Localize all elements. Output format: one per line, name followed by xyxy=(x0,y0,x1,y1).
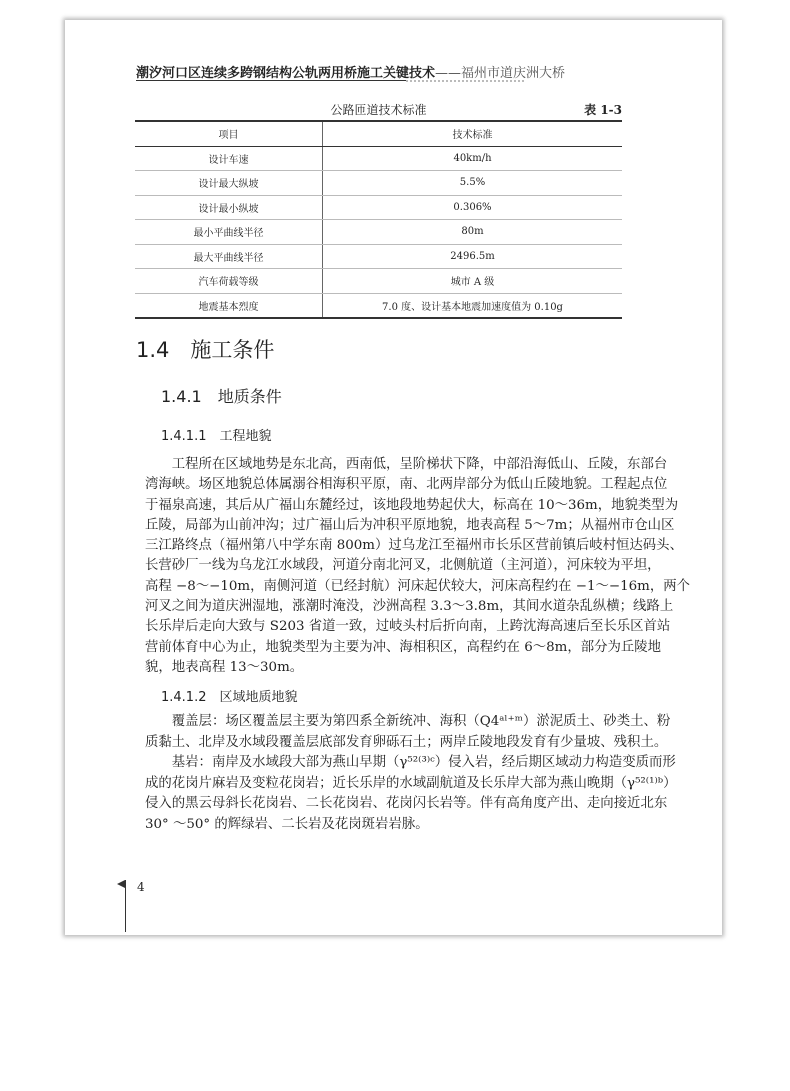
text-line: 丘陵，局部为山前冲沟；过广福山后为冲积平原地貌，地表高程 5～7m；从福州市仓山区 xyxy=(145,517,675,533)
table-row xyxy=(135,146,622,171)
section-heading: 1.4 施工条件 xyxy=(136,338,275,362)
table-cell: 80m xyxy=(323,220,623,245)
header-dotted-rule xyxy=(406,80,524,82)
subsubsection-heading: 1.4.1.1 工程地貌 xyxy=(161,429,272,444)
book-subtitle: ——福州市道庆洲大桥 xyxy=(435,66,566,81)
table-cell: 设计车速 xyxy=(135,146,323,171)
subsection-heading: 1.4.1 地质条件 xyxy=(161,387,282,406)
header-rule xyxy=(136,80,406,81)
table-number: 表 1-3 xyxy=(584,103,622,117)
text-line: 质黏土、北岸及水域段覆盖层底部发育卵砾石土；两岸丘陵地段发育有少量坡、残积土。 xyxy=(145,734,668,750)
table-cell: 0.306% xyxy=(323,195,623,220)
table-header-row xyxy=(135,121,622,146)
text-line: 长营砂厂一线为乌龙江水域段，河道分南北河叉，北侧航道（主河道），河床较为平坦， xyxy=(145,558,661,574)
column-header: 技术标准 xyxy=(323,121,623,146)
table-row xyxy=(135,171,622,196)
table-row xyxy=(135,269,622,294)
table-cell: 设计最大纵坡 xyxy=(135,171,323,196)
table-cell: 5.5% xyxy=(323,171,623,196)
text-line: 河叉之间为道庆洲湿地，涨潮时淹没，沙洲高程 3.3～3.8m，其间水道杂乱纵横；线路上 xyxy=(145,599,674,615)
page-margin-rule xyxy=(125,880,126,932)
text-line: 覆盖层：场区覆盖层主要为第四系全新统冲、海积（Q4ᵃˡ⁺ᵐ）淤泥质土、砂类土、粉 xyxy=(145,714,671,729)
paragraph-geology xyxy=(145,712,677,835)
column-header: 项目 xyxy=(135,121,323,146)
book-title: 潮汐河口区连续多跨钢结构公轨两用桥施工关键技术 xyxy=(136,66,436,81)
text-line: 30° ～50° 的辉绿岩、二长岩及花岗斑岩岩脉。 xyxy=(145,816,429,832)
text-line: 于福泉高速，其后从广福山东麓经过，该地段地势起伏大，标高在 10～36m，地貌类型为 xyxy=(145,497,679,513)
paragraph-landform xyxy=(145,455,691,678)
text-line: 成的花岗片麻岩及变粒花岗岩；近长乐岸的水域副航道及长乐岸大部为燕山晚期（γ⁵²⁽¹⁾ᵇ） xyxy=(145,775,677,791)
table-row xyxy=(135,244,622,269)
table-row xyxy=(135,220,622,245)
text-line: 工程所在区域地势是东北高，西南低，呈阶梯状下降，中部沿海低山、丘陵，东部台 xyxy=(145,457,668,472)
table-caption xyxy=(135,101,622,117)
table-title: 公路匝道技术标准 xyxy=(330,103,427,117)
table-cell: 设计最小纵坡 xyxy=(135,195,323,220)
table-row xyxy=(135,293,622,318)
table-row xyxy=(135,195,622,220)
text-line: 高程 −8～−10m，南侧河道（已经封航）河床起伏较大，河床高程约在 −1～−16m，两个 xyxy=(145,578,691,594)
spec-table xyxy=(135,120,622,319)
table-cell: 最小平曲线半径 xyxy=(135,220,323,245)
text-line: 貌，地表高程 13～30m。 xyxy=(145,659,304,675)
text-line: 三江路终点（福州第八中学东南 800m）过乌龙江至福州市长乐区营前镇后岐村恒达码头、 xyxy=(145,538,683,554)
running-header xyxy=(136,62,565,81)
table-cell: 城市 A 级 xyxy=(323,269,623,294)
table-cell: 2496.5m xyxy=(323,244,623,269)
page-marker-icon xyxy=(117,880,125,888)
text-line: 湾海峡。场区地貌总体属溺谷相海积平原，南、北两岸部分为低山丘陵地貌。工程起点位 xyxy=(145,477,668,493)
table-cell: 地震基本烈度 xyxy=(135,293,323,318)
table-cell: 40km/h xyxy=(323,146,623,171)
table-cell: 7.0 度、设计基本地震加速度值为 0.10g xyxy=(323,293,623,318)
text-line: 长乐岸后走向大致与 S203 省道一致，过岐头村后折向南，上跨沈海高速后至长乐区首站 xyxy=(145,619,671,635)
text-line: 基岩：南岸及水域段大部为燕山早期（γ⁵²⁽³⁾ᶜ）侵入岩，经后期区域动力构造变质而形 xyxy=(145,755,676,770)
text-line: 营前体育中心为止，地貌类型为主要为冲、海相积区，高程约在 6～8m，部分为丘陵地 xyxy=(145,639,662,655)
text-line: 侵入的黑云母斜长花岗岩、二长花岗岩、花岗闪长岩等。伴有高角度产出、走向接近北东 xyxy=(145,796,668,811)
subsubsection-heading: 1.4.1.2 区域地质地貌 xyxy=(161,690,298,705)
table-cell: 汽车荷载等级 xyxy=(135,269,323,294)
page-number: 4 xyxy=(137,880,145,894)
table-cell: 最大平曲线半径 xyxy=(135,244,323,269)
